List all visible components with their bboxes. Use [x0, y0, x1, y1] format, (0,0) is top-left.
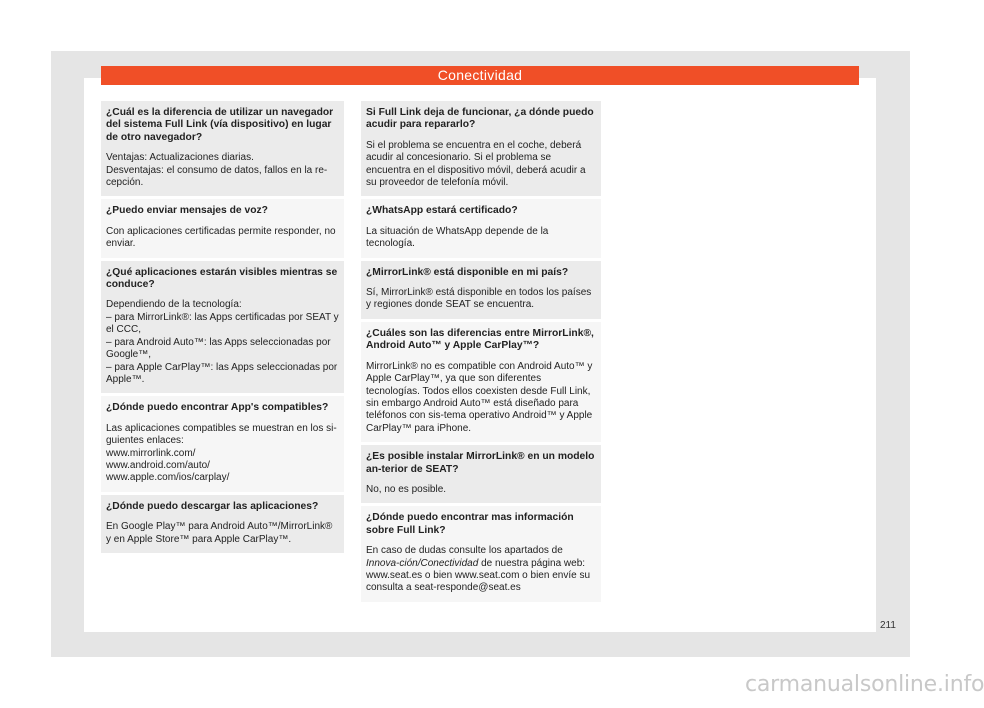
faq-answer-text: de nuestra página web: www.seat.es o bien www.seat.com o bien envíe su consulta a seat-responde@seat.es [366, 557, 591, 594]
faq-answer-emphasis: Innova-ción/Conectividad [366, 557, 479, 569]
faq-question: ¿Dónde puedo descargar las aplicaciones? [106, 500, 319, 512]
section-header: Conectividad [101, 66, 859, 85]
faq-item [101, 495, 344, 553]
watermark: carmanualsonline.info [745, 672, 984, 697]
faq-answer: Si el problema se encuentra en el coche, deberá acudir al concesionario. Si el problema se encuentra en el dispositivo móvil, deberá acudir a su proveedor de telefonía móvil. [366, 139, 586, 189]
faq-question: ¿Puedo enviar mensajes de voz? [106, 205, 268, 217]
faq-item [361, 199, 601, 257]
faq-answer: Las aplicaciones compatibles se muestran en los si-guientes enlaces: www.mirrorlink.com/ www.android.com/auto/ www.apple.com/ios/carplay/ [106, 422, 337, 484]
left-column [101, 101, 344, 556]
faq-item [361, 101, 601, 196]
page-number: 211 [880, 620, 896, 631]
faq-question: ¿Dónde puedo encontrar mas información sobre Full Link? [366, 512, 574, 536]
faq-answer: La situación de WhatsApp depende de la tecnología. [366, 225, 549, 250]
faq-question: Si Full Link deja de funcionar, ¿a dónde puedo acudir para repararlo? [366, 107, 594, 131]
faq-question: ¿Es posible instalar MirrorLink® en un modelo an-terior de SEAT? [366, 451, 595, 475]
faq-answer: No, no es posible. [366, 483, 447, 495]
faq-question: ¿Qué aplicaciones estarán visibles mientras se conduce? [106, 266, 338, 291]
faq-question: ¿Dónde puedo encontrar App's compatibles? [106, 402, 329, 414]
faq-answer: MirrorLink® no es compatible con Android Auto™ y Apple CarPlay™, ya que son diferentes tecnologías. Todos ellos coexisten desde Full Link, sin embargo Android Auto™ está diseñado para teléfonos con sis-tema operativo Android™ y Apple CarPlay™ para iPhone. [366, 360, 593, 434]
faq-answer [366, 545, 596, 595]
faq-item [361, 261, 601, 319]
faq-item [101, 261, 344, 394]
faq-answer: Sí, MirrorLink® está disponible en todos los países y regiones donde SEAT se encuentra. [366, 287, 592, 311]
faq-question: ¿WhatsApp estará certificado? [366, 205, 518, 217]
faq-answer: Ventajas: Actualizaciones diarias. Desventajas: el consumo de datos, fallos en la re-cepción. [106, 152, 328, 189]
faq-item [101, 199, 344, 257]
faq-item [361, 445, 601, 503]
faq-answer: Con aplicaciones certificadas permite responder, no enviar. [106, 225, 336, 250]
faq-answer: En Google Play™ para Android Auto™/MirrorLink® y en Apple Store™ para Apple CarPlay™. [106, 521, 333, 545]
faq-item [361, 322, 601, 442]
faq-question: ¿Cuál es la diferencia de utilizar un navegador del sistema Full Link (vía dispositivo) en lugar de otro navegador? [106, 107, 334, 143]
faq-item [101, 101, 344, 196]
faq-answer-text: En caso de dudas consulte los apartados de [366, 545, 563, 557]
faq-item [101, 396, 344, 491]
faq-item [361, 506, 601, 601]
faq-answer: Dependiendo de la tecnología: – para MirrorLink®: las Apps certificadas por SEAT y el CCC, – para Android Auto™: las Apps seleccionadas por Google™, – para Apple CarPlay™: las Apps seleccionadas por Apple™. [106, 299, 339, 385]
faq-question: ¿MirrorLink® está disponible en mi país? [366, 266, 569, 278]
right-column [361, 101, 601, 605]
faq-question: ¿Cuáles son las diferencias entre MirrorLink®, Android Auto™ y Apple CarPlay™? [366, 327, 594, 352]
